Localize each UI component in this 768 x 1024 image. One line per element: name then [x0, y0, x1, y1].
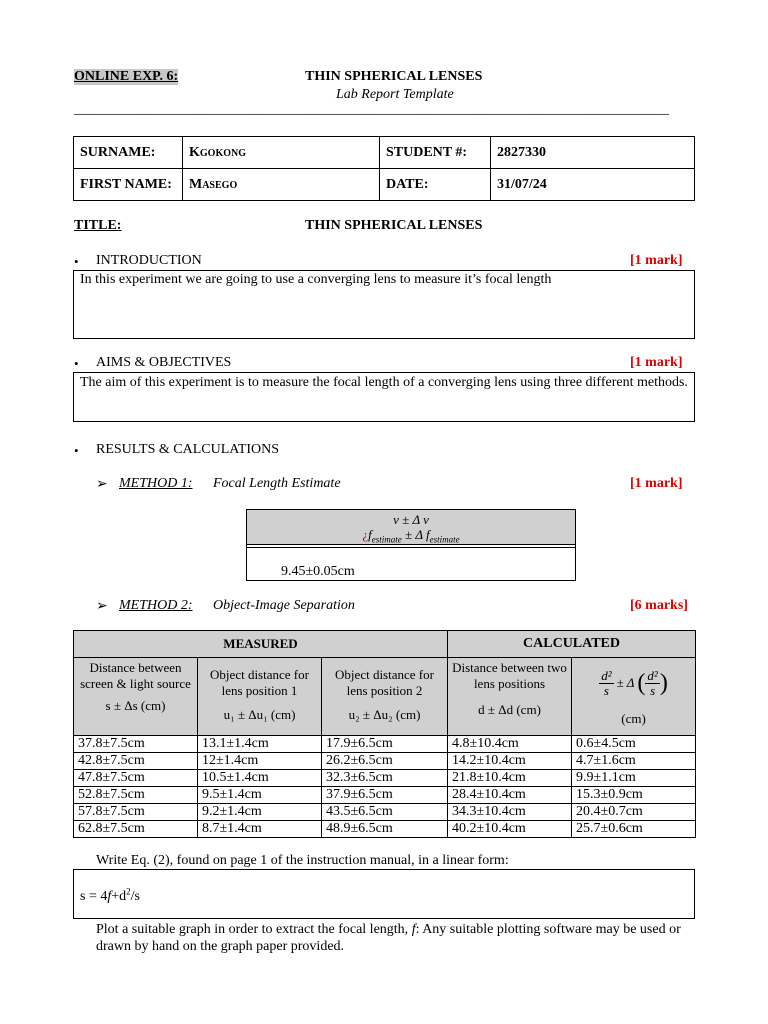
col-s-symbol: s ± Δs (cm) [105, 698, 166, 713]
firstname-label: FIRST NAME: [74, 169, 183, 201]
table-cell: 52.8±7.5cm [74, 787, 198, 804]
method2-results-table [73, 630, 696, 838]
firstname-value: Masego [183, 169, 380, 201]
student-info-table [73, 136, 695, 201]
intro-marks: [1 mark] [630, 253, 683, 268]
col-s-header: Distance between screen & light source s ± Δs (cm) [74, 658, 198, 736]
surname-label: SURNAME: [74, 137, 183, 169]
col-u1-header: Object distance for lens position 1 u₁ ± Δu₁ (cm) [198, 658, 322, 736]
table-cell: 17.9±6.5cm [322, 736, 448, 753]
table-cell: 26.2±6.5cm [322, 753, 448, 770]
aims-marks: [1 mark] [630, 355, 683, 370]
table-cell: 42.8±7.5cm [74, 753, 198, 770]
method1-box [246, 509, 576, 581]
intro-text: In this experiment we are going to use a converging lens to measure it’s focal length [80, 272, 552, 287]
table-cell: 28.4±10.4cm [448, 787, 572, 804]
table-row [74, 736, 696, 753]
col-u1-symbol: u₁ ± Δu₁ (cm) [223, 707, 296, 722]
col-u2-symbol: u₂ ± Δu₂ (cm) [348, 707, 421, 722]
table-row [74, 804, 696, 821]
results-bullet: • [74, 443, 79, 458]
method2-marks: [6 marks] [630, 598, 688, 613]
col-u2-header: Object distance for lens position 2 u₂ ± Δu₂ (cm) [322, 658, 448, 736]
table-cell: 13.1±1.4cm [198, 736, 322, 753]
plot-instruction: Plot a suitable graph in order to extract the focal length, f: Any suitable plotting software may be used or drawn by hand on the graph paper provided. [96, 922, 681, 954]
method2-label: METHOD 2: [119, 598, 193, 613]
header-rule: _____________________________________________________________________________________ [74, 102, 669, 117]
method2-arrow-icon: ➢ [96, 599, 108, 614]
table-cell: 25.7±0.6cm [572, 821, 696, 838]
col-d2s-header [572, 658, 696, 736]
student-number-label: STUDENT #: [380, 137, 491, 169]
student-number-value: 2827330 [491, 137, 695, 169]
calculated-header: CALCULATED [448, 631, 696, 658]
aims-text: The aim of this experiment is to measure the focal length of a converging lens using three different methods. [80, 375, 688, 390]
doc-title: THIN SPHERICAL LENSES [305, 69, 483, 84]
doc-subtitle: Lab Report Template [336, 87, 454, 102]
title-label: TITLE: [74, 218, 122, 233]
table-cell: 9.9±1.1cm [572, 770, 696, 787]
table-cell: 57.8±7.5cm [74, 804, 198, 821]
table-row [74, 821, 696, 838]
table-cell: 8.7±1.4cm [198, 821, 322, 838]
date-value: 31/07/24 [491, 169, 695, 201]
table-cell: 4.7±1.6cm [572, 753, 696, 770]
exp-label: ONLINE EXP. 6: [74, 69, 179, 84]
table-cell: 40.2±10.4cm [448, 821, 572, 838]
aims-bullet: • [74, 356, 79, 371]
table-cell: 14.2±10.4cm [448, 753, 572, 770]
table-cell: 48.9±6.5cm [322, 821, 448, 838]
col-d2s-formula: d² s ± Δ ( d² s ) [601, 667, 668, 698]
aims-heading: AIMS & OBJECTIVES [96, 355, 232, 370]
table-cell: 10.5±1.4cm [198, 770, 322, 787]
method1-marks: [1 mark] [630, 476, 683, 491]
col-d-header: Distance between two lens positions d ± Δd (cm) [448, 658, 572, 736]
method1-name: Focal Length Estimate [213, 476, 341, 491]
table-cell: 37.8±7.5cm [74, 736, 198, 753]
table-cell: 34.3±10.4cm [448, 804, 572, 821]
method1-value: 9.45±0.05cm [281, 564, 355, 579]
table-cell: 4.8±10.4cm [448, 736, 572, 753]
table-cell: 12±1.4cm [198, 753, 322, 770]
table-row [74, 753, 696, 770]
method2-name: Object-Image Separation [213, 598, 355, 613]
table-cell: 21.8±10.4cm [448, 770, 572, 787]
table-cell: 32.3±6.5cm [322, 770, 448, 787]
table-cell: 0.6±4.5cm [572, 736, 696, 753]
method1-arrow-icon: ➢ [96, 477, 108, 492]
results-heading: RESULTS & CALCULATIONS [96, 442, 280, 457]
linear-instruction: Write Eq. (2), found on page 1 of the instruction manual, in a linear form: [96, 853, 509, 868]
col-d-symbol: d ± Δd (cm) [478, 702, 541, 717]
table-cell: 37.9±6.5cm [322, 787, 448, 804]
method1-label: METHOD 1: [119, 476, 193, 491]
date-label: DATE: [380, 169, 491, 201]
title-value: THIN SPHERICAL LENSES [305, 218, 483, 233]
intro-textbox[interactable] [73, 270, 695, 339]
linear-equation: $s = 4f+d^2/s$ [80, 886, 140, 904]
aims-textbox[interactable] [73, 372, 695, 422]
table-cell: 43.5±6.5cm [322, 804, 448, 821]
intro-bullet: • [74, 254, 79, 269]
measured-header: MEASURED [74, 631, 448, 658]
method1-formula-line2: ¿$f_{estimate} \pm \Delta$ $f_{estimate}$ [362, 527, 460, 545]
table-cell: 15.3±0.9cm [572, 787, 696, 804]
table-cell: 62.8±7.5cm [74, 821, 198, 838]
table-cell: 20.4±0.7cm [572, 804, 696, 821]
surname-value: Kgokong [183, 137, 380, 169]
table-cell: 9.2±1.4cm [198, 804, 322, 821]
table-row [74, 787, 696, 804]
method1-formula [247, 510, 575, 545]
linear-eq-box[interactable] [73, 869, 695, 919]
method1-formula-line1: v ± Δ v [393, 512, 429, 527]
table-cell: 9.5±1.4cm [198, 787, 322, 804]
table-cell: 47.8±7.5cm [74, 770, 198, 787]
intro-heading: INTRODUCTION [96, 253, 202, 268]
col-d2s-unit: (cm) [621, 711, 646, 726]
table-row [74, 770, 696, 787]
